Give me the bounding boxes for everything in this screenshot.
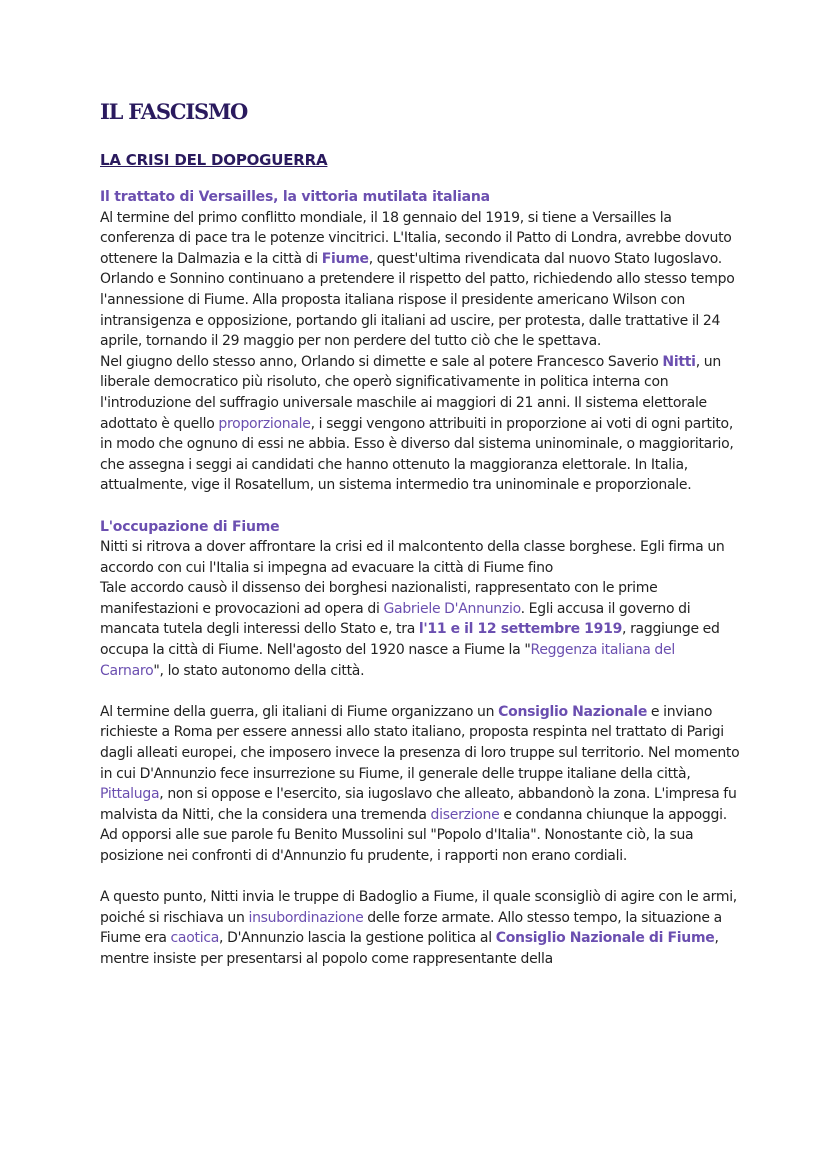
section-heading-versailles: Il trattato di Versailles, la vittoria mutilata italiana [100, 189, 490, 205]
text-run: , non si oppose e l'esercito, sia iugoslavo che alleato, abbandonò la zona. L'impresa fu malvista da Nitti, che la considera una tremenda [100, 786, 737, 823]
keyword-consiglio-fiume: Consiglio Nazionale di Fiume [495, 930, 715, 947]
text-run: , raggiunge ed occupa la città di Fiume. Nell'agosto del 1920 nasce a Fiume la " [100, 621, 720, 659]
section-versailles [100, 187, 740, 496]
chapter-title: LA CRISI DEL DOPOGUERRA [100, 151, 328, 169]
paragraph-fiume-1 [100, 537, 740, 681]
keyword-nitti: Nitti [662, 353, 696, 370]
text-run: ", lo stato autonomo della città. [153, 662, 365, 679]
section-fiume [100, 517, 740, 970]
keyword-proporzionale: proporzionale [218, 415, 311, 432]
paragraph-versailles-1 [100, 208, 740, 352]
keyword-fiume: Fiume [321, 250, 369, 267]
text-run: e inviano richieste a Roma per essere annessi allo stato italiano, proposta respinta nel trattato di Parigi dagli alleati europei, che imposero invece la presenza di loro truppe sul territorio. Nel momento in cui D'Annunzio fece insurrezione su Fiume, il generale delle truppe italiane della città, [100, 703, 740, 782]
paragraph-versailles-2 [100, 352, 740, 496]
text-run: , i seggi vengono attribuiti in proporzione ai voti di ogni partito, in modo che ognuno di essi ne abbia. Esso è diverso dal sistema uninominale, o maggioritario, che assegna i seggi ai candidati che hanno ottenuto la maggioranza elettorale. In Italia, attualmente, vige il Rosatellum, un sistema intermedio tra uninominale e proporzionale. [100, 415, 734, 494]
text-run: Al termine del primo conflitto mondiale, il 18 gennaio del 1919, si tiene a Versailles la conferenza di pace tra le potenze vincitrici. L'Italia, secondo il Patto di Londra, avrebbe dovuto ottenere la Dalmazia e la città di [100, 209, 732, 267]
text-run: , un liberale democratico più risoluto, che operò significativamente in politica interna con l'introduzione del suffragio universale maschile ai maggiori di 21 anni. Il sistema elettorale adottato è quello [100, 353, 721, 432]
section-heading-fiume: L'occupazione di Fiume [100, 518, 280, 535]
keyword-reggenza: Reggenza italiana del Carnaro [100, 642, 675, 679]
text-run: Nitti si ritrova a dover affrontare la crisi ed il malcontento della classe borghese. Egli firma un accordo con cui l'Italia si impegna ad evacuare la città di Fiume fino [100, 539, 725, 576]
keyword-pittaluga: Pittaluga [100, 786, 160, 803]
keyword-diserzione: diserzione [430, 806, 500, 823]
text-run: , mentre insiste per presentarsi al popolo come rappresentante della [100, 930, 719, 967]
keyword-date: l'11 e il 12 settembre 1919 [418, 621, 623, 638]
keyword-insubordinazione: insubordinazione [248, 909, 364, 926]
text-run: . Egli accusa il governo di mancata tutela degli interessi dello Stato e, tra [100, 600, 691, 638]
paragraph-fiume-2 [100, 702, 740, 867]
document-body [100, 98, 740, 970]
text-run: Al termine della guerra, gli italiani di Fiume organizzano un [100, 703, 499, 720]
keyword-dannunzio: Gabriele D'Annunzio [383, 600, 521, 617]
text-run: A questo punto, Nitti invia le truppe di Badoglio a Fiume, il quale sconsigliò di agire con le armi, poiché si rischiava un [100, 889, 737, 926]
text-run: Tale accordo causò il dissenso dei borghesi nazionalisti, rappresentato con le prime manifestazioni e provocazioni ad opera di [100, 580, 658, 617]
text-run: e condanna chiunque la appoggi. Ad opporsi alle sue parole fu Benito Mussolini sul "Popolo d'Italia". Nonostante ciò, la sua posizione nei confronti di d'Annunzio fu prudente, i rapporti non erano cordiali. [100, 806, 727, 864]
text-run: Nel giugno dello stesso anno, Orlando si dimette e sale al potere Francesco Saverio [100, 353, 663, 370]
paragraph-fiume-3 [100, 887, 740, 969]
document-title: IL FASCISMO [100, 99, 248, 124]
keyword-consiglio-nazionale: Consiglio Nazionale [498, 703, 648, 720]
text-run: , quest'ultima rivendicata dal nuovo Stato Iugoslavo. Orlando e Sonnino continuano a pretendere il rispetto del patto, richiedendo allo stesso tempo l'annessione di Fiume. Alla proposta italiana rispose il presidente americano Wilson con intransigenza e opposizione, portando gli italiani ad uscire, per protesta, dalle trattative il 24 aprile, tornando il 29 maggio per non perdere del tutto ciò che le spettava. [100, 250, 735, 350]
text-run: , D'Annunzio lascia la gestione politica al [219, 930, 496, 947]
keyword-caotica: caotica [170, 930, 220, 947]
text-run: delle forze armate. Allo stesso tempo, la situazione a Fiume era [100, 909, 722, 947]
